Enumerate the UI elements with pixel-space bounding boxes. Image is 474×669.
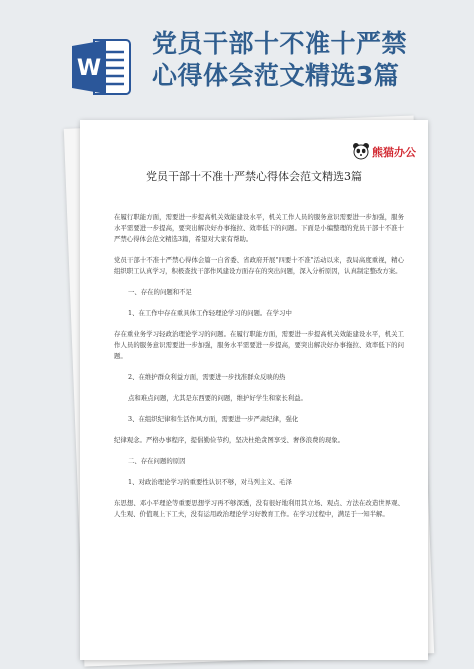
panda-icon [352, 142, 370, 160]
banner-title [152, 28, 472, 92]
list-item-cause-1: 1、对政治理论学习的重要性认识不够，对马列主义、毛泽 [128, 478, 292, 486]
list-item-2-cont: 点和难点问题，尤其是东西要的问题，维护好学生和家长利益。 [128, 394, 307, 402]
document-title: 党员干部十不准十严禁心得体会范文精选3篇 [146, 170, 362, 183]
section-heading-causes: 二、存在问题的原因 [128, 457, 186, 465]
header-banner [0, 0, 474, 112]
paragraph-intro: 在履行职能方面，需要进一步提高机关效能建设水平，机关工作人员的服务意识需要进一步加强，服务水平需要进一步提高，要突出解决好办事拖拉、效率低下的问题。下面是小编整理的党员干部十不准十严禁心得体会范文精选3篇，希望对大家有帮助。 [114, 213, 404, 243]
paragraph-cause-1-cont: 东思想、邓小平理论等重要思想学习再不够深透，没有很好地利用其立场、观点、方法在改造世界观、人生观、价值观上下工夫，没有运用政治理论学习好教育工作。在学习过程中，满足于一知半解。 [114, 499, 404, 518]
document-body [114, 212, 404, 530]
banner-title-line-1: 党员干部十不准十严禁 [152, 29, 408, 58]
banner-title-line-2: 心得体会范文精选3篇 [152, 61, 400, 90]
brand-logo [352, 142, 422, 162]
document-page [80, 120, 428, 660]
list-item-1: 1、在工作中存在重具体工作轻理论学习的问题。在学习中 [128, 309, 292, 317]
word-letter: W [76, 56, 102, 81]
paragraph-essay-1: 党员干部十不准十严禁心得体会篇一自省委、省政府开展"四要十不准"活动以来，我局高度重视，精心组织职工认真学习，积极查找干部作风建设方面存在的突出问题，深入分析原因，认真制定整改方案。 [114, 256, 404, 275]
list-item-3: 3、在组织纪律和生活作风方面，需要进一步严肃纪律，强化 [128, 415, 299, 423]
paragraph-item-1-cont: 存在重业务学习轻政治理论学习的问题。在履行职能方面，需要进一步提高机关效能建设水平，机关工作人员的服务意识需要进一步加强，服务水平需要进一步提高，要突出解决好办事拖拉、效率低下的问题。 [114, 330, 404, 360]
section-heading-problems: 一、存在的问题和不足 [128, 288, 192, 296]
list-item-2: 2、在维护群众利益方面，需要进一步找准群众反映的热 [128, 373, 286, 381]
word-document-icon [70, 38, 132, 96]
paragraph-item-3-cont: 纪律观念。严格办事程序，提倡勤俭节约，坚决杜绝贪图享受、奢侈浪费的现象。 [114, 436, 345, 444]
brand-name: 熊猫办公 [372, 146, 416, 159]
